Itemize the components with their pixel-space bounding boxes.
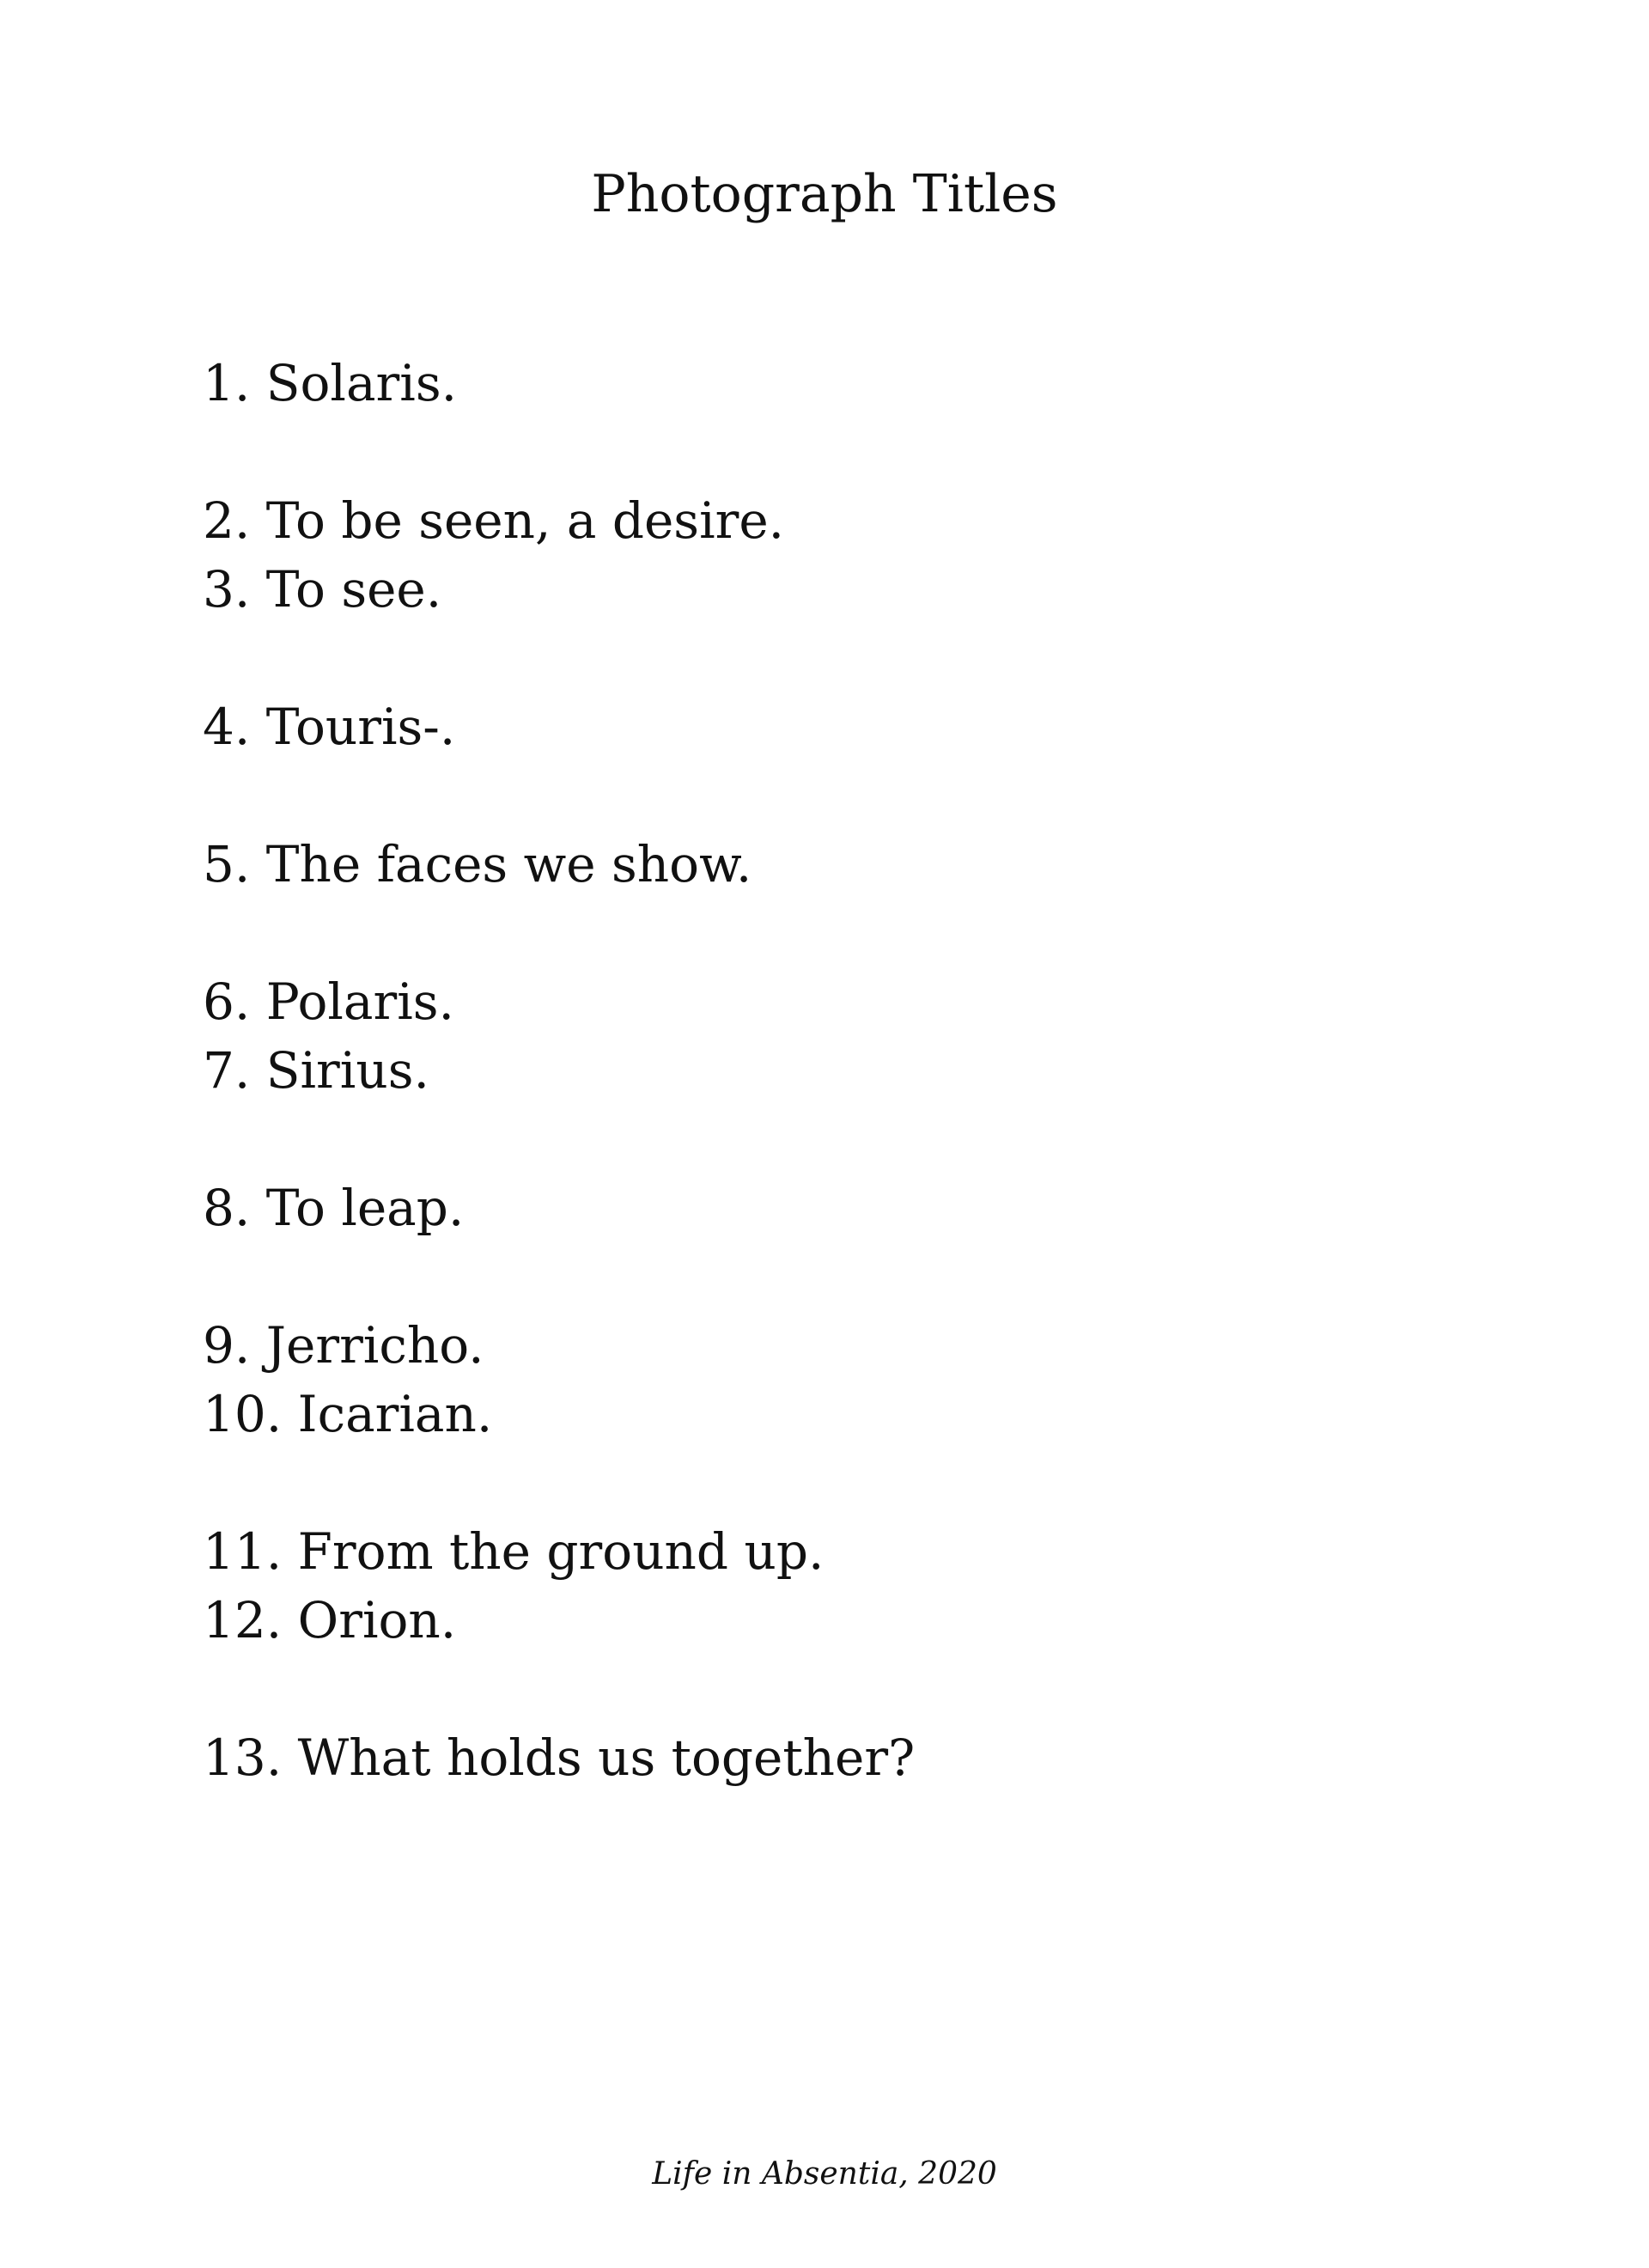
list-item: 10. Icarian. xyxy=(203,1385,493,1443)
list-item: 3. To see. xyxy=(203,560,442,619)
list-item: 8. To leap. xyxy=(203,1179,465,1237)
list-item: 5. The faces we show. xyxy=(203,835,752,893)
list-item: 6. Polaris. xyxy=(203,972,454,1031)
list-item: 13. What holds us together? xyxy=(203,1728,916,1787)
list-item: 12. Orion. xyxy=(203,1591,457,1649)
list-item: 1. Solaris. xyxy=(203,354,458,412)
page-title: Photograph Titles xyxy=(591,164,1058,224)
list-item: 2. To be seen, a desire. xyxy=(203,491,785,550)
list-item: 4. Touris-. xyxy=(203,698,456,756)
list-item: 9. Jerricho. xyxy=(203,1316,484,1375)
footer-caption: Life in Absentia, 2020 xyxy=(652,2156,997,2192)
list-item: 7. Sirius. xyxy=(203,1041,429,1100)
list-item: 11. From the ground up. xyxy=(203,1522,824,1581)
